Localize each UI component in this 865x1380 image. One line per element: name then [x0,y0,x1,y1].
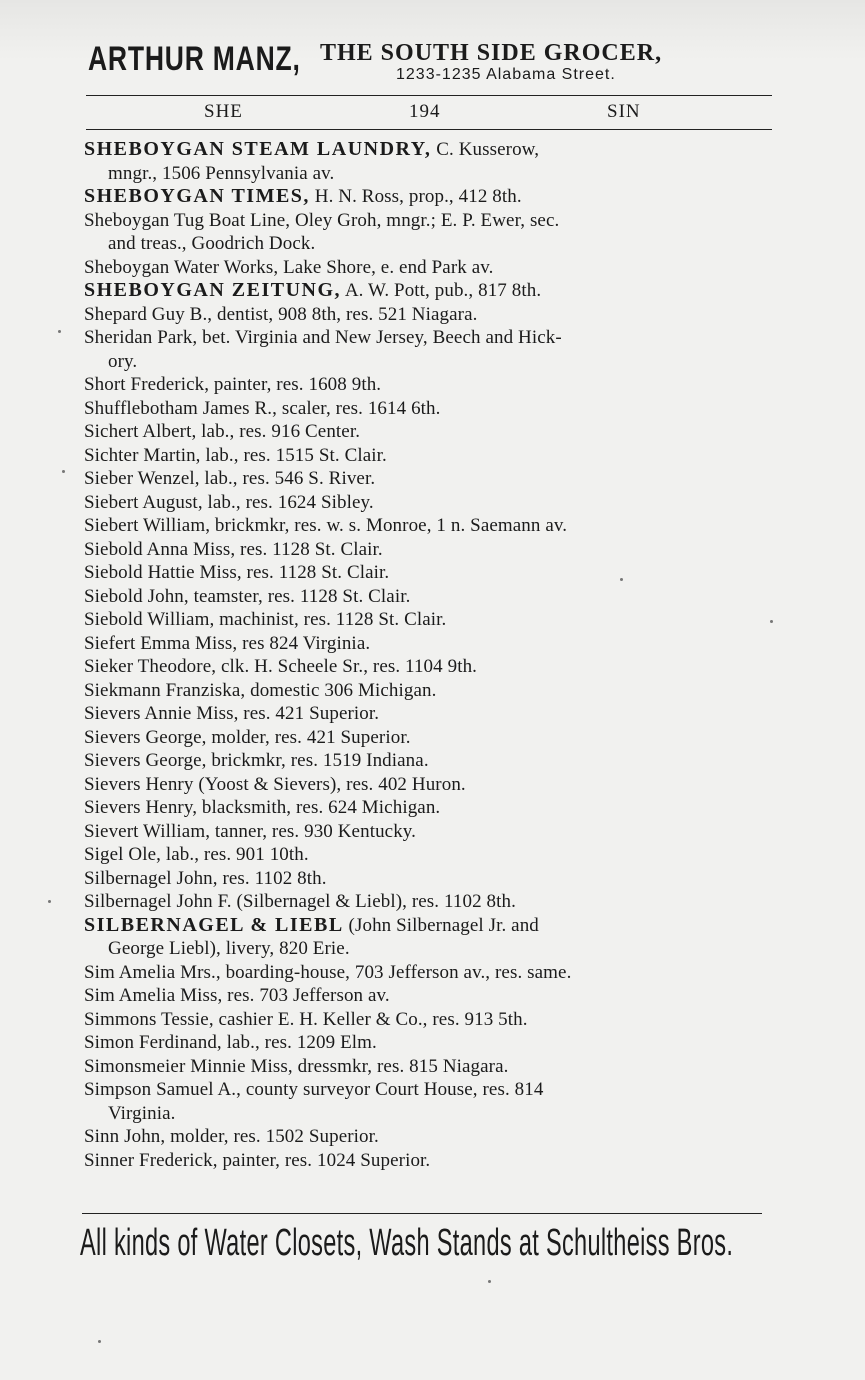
entry-text: ory. [108,350,138,372]
entry-continuation [84,350,774,374]
directory-entry [84,890,774,914]
directory-entry [84,326,774,350]
entry-text: A. W. Pott, pub., 817 8th. [341,280,542,301]
entry-text: Sinner Frederick, painter, res. 1024 Superior. [84,1149,431,1171]
entry-text: H. N. Ross, prop., 412 8th. [309,186,522,207]
entry-text: Sichert Albert, lab., res. 916 Center. [84,421,361,442]
speck [48,900,51,903]
entry-text: Sim Amelia Mrs., boarding-house, 703 Jefferson av., res. same. [84,961,572,983]
advertiser-address: 1233-1235 Alabama Street. [396,66,616,83]
entry-text: Siebold William, machinist, res. 1128 St. Clair. [84,609,447,630]
speck [62,470,65,473]
directory-entry [84,444,774,468]
directory-entry [84,914,774,938]
entry-text: Shepard Guy B., dentist, 908 8th, res. 521 Niagara. [84,303,478,325]
entry-text: George Liebl), livery, 820 Erie. [108,938,350,959]
entry-text: Virginia. [108,1102,176,1124]
speck [770,620,773,623]
entry-text: (John Silbernagel Jr. and [343,914,539,936]
speck [58,330,61,333]
entry-text: Siebert William, brickmkr, res. w. s. Monroe, 1 n. Saemann av. [84,515,568,536]
entry-text: Sieker Theodore, clk. H. Scheele Sr., res. 1104 9th. [84,656,478,677]
entry-text: Short Frederick, painter, res. 1608 9th. [84,374,382,395]
directory-entry [84,420,774,444]
directory-entry [84,843,774,867]
directory-entry [84,726,774,750]
entry-text: Simpson Samuel A., county surveyor Court House, res. 814 [84,1079,544,1100]
directory-entry [84,209,774,233]
directory-entry [84,467,774,491]
entry-text: Sievers Annie Miss, res. 421 Superior. [84,703,380,724]
entry-text: Sheboygan Tug Boat Line, Oley Groh, mngr.; E. P. Ewer, sec. [84,209,560,231]
directory-entry [84,984,774,1008]
directory-entry [84,867,774,891]
directory-entry [84,773,774,797]
entry-text: Sim Amelia Miss, res. 703 Jefferson av. [84,985,390,1006]
header-rule [86,95,772,96]
directory-entry [84,514,774,538]
footer-advertisement: All kinds of Water Closets, Wash Stands at Schultheiss Bros. [80,1222,734,1264]
entry-continuation [84,1102,774,1126]
speck [620,578,623,581]
directory-entry [84,491,774,515]
directory-entry [84,185,774,209]
running-head [86,101,772,127]
directory-entry [84,608,774,632]
entry-text: Simon Ferdinand, lab., res. 1209 Elm. [84,1032,377,1053]
entry-bold-name: SILBERNAGEL & LIEBL [84,913,344,936]
directory-entry [84,1125,774,1149]
entry-text: Siebold Anna Miss, res. 1128 St. Clair. [84,538,383,560]
directory-entry [84,1078,774,1102]
entry-text: Sievert William, tanner, res. 930 Kentucky. [84,820,417,842]
entry-text: Sheboygan Water Works, Lake Shore, e. end Park av. [84,256,494,278]
advertiser-tagline: THE SOUTH SIDE GROCER, [320,40,663,66]
entry-text: Sheridan Park, bet. Virginia and New Jersey, Beech and Hick- [84,327,562,348]
directory-entry [84,1031,774,1055]
running-head-rule [86,129,772,130]
directory-entry [84,256,774,280]
advertiser-name: ARTHUR MANZ, [88,40,301,78]
directory-entry [84,585,774,609]
directory-entry [84,679,774,703]
directory-entry [84,820,774,844]
directory-entry [84,303,774,327]
entry-text: Sievers Henry, blacksmith, res. 624 Michigan. [84,797,441,818]
entry-text: Simonsmeier Minnie Miss, dressmkr, res. 815 Niagara. [84,1055,509,1077]
speck [98,1340,101,1343]
entry-continuation [84,162,774,186]
entry-text: Sieber Wenzel, lab., res. 546 S. River. [84,468,376,489]
directory-entry [84,796,774,820]
entry-text: Shufflebotham James R., scaler, res. 1614 6th. [84,397,441,419]
entry-text: Siekmann Franziska, domestic 306 Michigan. [84,679,437,701]
directory-entry [84,1055,774,1079]
running-head-left: SHE [204,101,243,122]
entry-bold-name: SHEBOYGAN ZEITUNG, [84,279,342,301]
directory-entries [84,138,774,1172]
entry-text: Silbernagel John F. (Silbernagel & Liebl), res. 1102 8th. [84,891,516,912]
page-number: 194 [409,101,441,122]
entry-text: Sievers George, molder, res. 421 Superior. [84,726,411,748]
entry-continuation [84,232,774,256]
header-advertisement [88,38,778,88]
directory-entry [84,279,774,303]
directory-entry [84,655,774,679]
entry-text: Siebert August, lab., res. 1624 Sibley. [84,491,374,513]
directory-entry [84,1008,774,1032]
directory-entry [84,538,774,562]
directory-entry [84,749,774,773]
entry-text: Siebold John, teamster, res. 1128 St. Clair. [84,585,411,607]
entry-text: Siebold Hattie Miss, res. 1128 St. Clair. [84,562,390,583]
entry-text: C. Kusserow, [431,139,540,160]
directory-entry [84,961,774,985]
entry-text: mngr., 1506 Pennsylvania av. [108,162,335,184]
entry-continuation [84,937,774,961]
directory-entry [84,397,774,421]
entry-text: and treas., Goodrich Dock. [108,233,316,254]
entry-text: Silbernagel John, res. 1102 8th. [84,867,327,889]
directory-entry [84,1149,774,1173]
speck [488,1280,491,1283]
directory-entry [84,561,774,585]
entry-bold-name: SHEBOYGAN STEAM LAUNDRY, [84,138,432,160]
footer-rule [82,1213,762,1214]
directory-entry [84,138,774,162]
directory-entry [84,702,774,726]
entry-text: Sievers George, brickmkr, res. 1519 Indiana. [84,750,429,771]
entry-bold-name: SHEBOYGAN TIMES, [84,185,310,207]
entry-text: Sigel Ole, lab., res. 901 10th. [84,844,309,865]
running-head-right: SIN [607,101,641,122]
entry-text: Sinn John, molder, res. 1502 Superior. [84,1126,379,1147]
entry-text: Siefert Emma Miss, res 824 Virginia. [84,632,371,654]
directory-entry [84,632,774,656]
entry-text: Sievers Henry (Yoost & Sievers), res. 402 Huron. [84,773,466,795]
entry-text: Sichter Martin, lab., res. 1515 St. Clair. [84,444,387,466]
entry-text: Simmons Tessie, cashier E. H. Keller & Co., res. 913 5th. [84,1008,528,1030]
directory-entry [84,373,774,397]
